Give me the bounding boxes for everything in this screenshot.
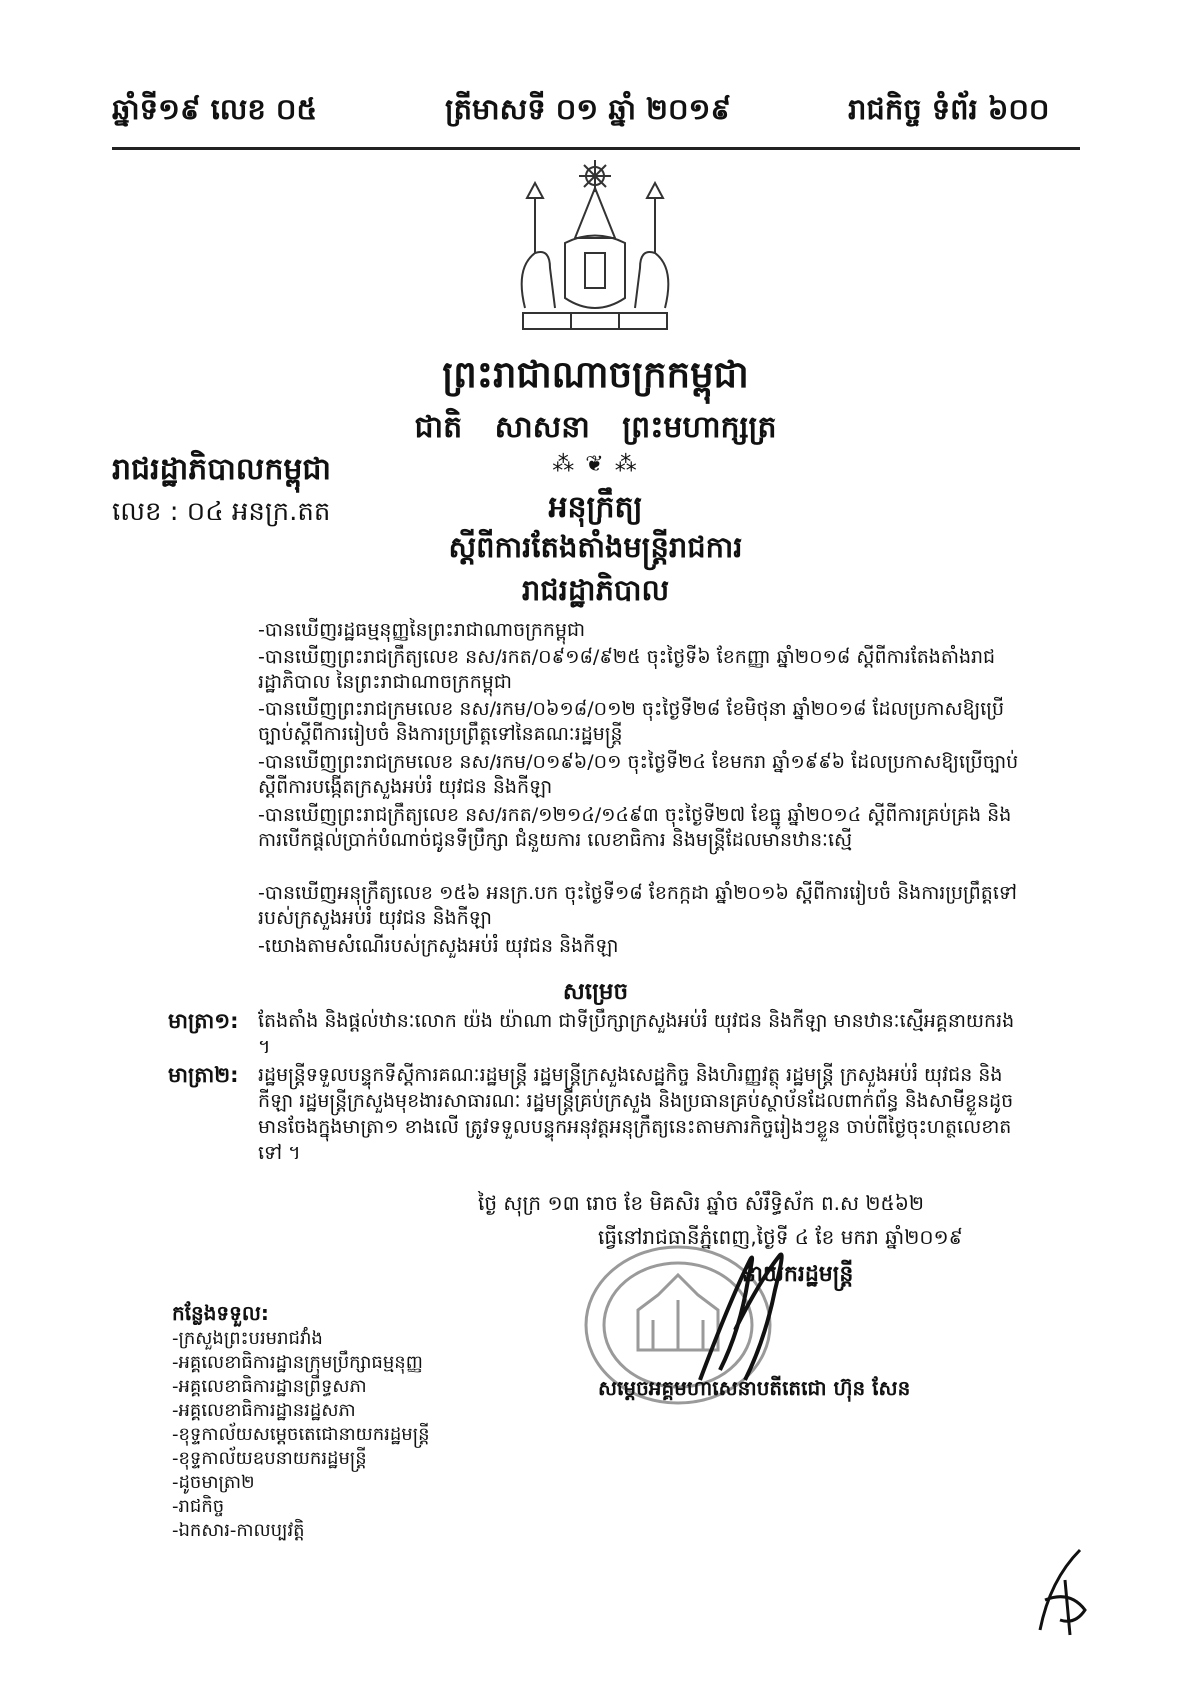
header-rule — [112, 147, 1080, 150]
preamble-item: -បានឃើញព្រះរាជក្រមលេខ នស/រកម/០១៩៦/០១ ចុះថ្ងៃទី២៤ ខែមករា ឆ្នាំ១៩៩៦ ដែលប្រកាសឱ្យប្រើច្បាប់ស្តីពីការបង្កើតក្រសួងអប់រំ យុវជន និងកីឡា — [258, 751, 1019, 798]
motto-king: ព្រះមហាក្សត្រ — [622, 410, 777, 445]
place-and-date: ធ្វើនៅរាជធានីភ្នំពេញ,ថ្ងៃទី ៤ ខែ មករា ឆ្នាំ២០១៩ — [598, 1225, 963, 1249]
recipient-item: -ក្រសួងព្រះបរមរាជវាំង — [172, 1328, 323, 1349]
article-1-text: តែងតាំង និងផ្តល់ឋានៈលោក យ៉ង យ៉ាណា ជាទីប្រឹក្សាក្រសួងអប់រំ យុវជន និងកីឡា មានឋានៈស្មើអគ្គនាយករង ។ — [258, 1010, 1015, 1058]
recipients-heading: កន្លែងទទួល: — [172, 1301, 269, 1325]
lunar-date: ថ្ងៃ សុក្រ ១៣ រោច ខែ មិគសិរ ឆ្នាំច សំរឹទ្ធិស័ក ព.ស ២៥៦២ — [478, 1191, 924, 1215]
preamble-item: -បានឃើញព្រះរាជក្រឹត្យលេខ នស/រកត/០៩១៨/៩២៥ ចុះថ្ងៃទី៦ ខែកញ្ញា ឆ្នាំ២០១៨ ស្តីពីការតែងតាំងរាជរដ្ឋាភិបាល នៃព្រះរាជាណាចក្រកម្ពុជា — [258, 646, 996, 693]
recipient-item: -ដូចមាត្រា២ — [172, 1472, 255, 1493]
article-2-text: រដ្ឋមន្ត្រីទទួលបន្ទុកទីស្តីការគណៈរដ្ឋមន្ត្រី រដ្ឋមន្ត្រីក្រសួងសេដ្ឋកិច្ច និងហិរញ្ញវត្ថុ រដ្ឋមន្ត្រី ក្រសួងអប់រំ យុវជន និងកីឡា រដ្ឋមន្ត្រីក្រសួងមុខងារសាធារណៈ រដ្ឋមន្ត្រីគ្រប់ក្រសួង និងប្រធានគ្រប់ស្ថាប័នដែលពាក់ព័ន្ធ និងសាមីខ្លួនដូចមានចែងក្នុងមាត្រា១ ខាងលើ ត្រូវទទួលបន្ទុកអនុវត្តអនុក្រឹត្យនេះតាមភារកិច្ចរៀងៗខ្លួន ចាប់ពីថ្ងៃចុះហត្ថលេខាតទៅ ។ — [258, 1064, 1014, 1164]
document-authority: រាជរដ្ឋាភិបាល — [521, 573, 670, 607]
preamble-item: -បានឃើញអនុក្រឹត្យលេខ ១៥៦ អនក្រ.បក ចុះថ្ងៃទី១៨ ខែកក្កដា ឆ្នាំ២០១៦ ស្តីពីការរៀបចំ និងការប្រព្រឹត្តទៅរបស់ក្រសួងអប់រំ យុវជន និងកីឡា — [258, 882, 1017, 929]
royal-coat-of-arms-icon — [505, 158, 685, 338]
ornament-divider: ⁂ ❦ ⁂ — [552, 452, 639, 477]
preamble-item: -បានឃើញព្រះរាជក្រឹត្យលេខ នស/រកត/១២១៤/១៤៩៣ ចុះថ្ងៃទី២៧ ខែធ្នូ ឆ្នាំ២០១៤ ស្តីពីការគ្រប់គ្រង និងការបើកផ្តល់ប្រាក់បំណាច់ជូនទីប្រឹក្សា ជំនួយការ លេខាធិការ និងមន្ត្រីដែលមានឋានៈស្មើ — [258, 804, 1012, 851]
motto-nation: ជាតិ — [414, 410, 463, 445]
motto-religion: សាសនា — [494, 410, 590, 445]
gazette-page: រាជកិច្ច ទំព័រ ៦០០ — [848, 92, 1050, 126]
signer-name: សម្តេចអគ្គមហាសេនាបតីតេជោ ហ៊ុន សែន — [598, 1376, 911, 1400]
preamble-item: -បានឃើញព្រះរាជក្រមលេខ នស/រកម/០៦១៨/០១២ ចុះថ្ងៃទី២៨ ខែមិថុនា ឆ្នាំ២០១៨ ដែលប្រកាសឱ្យប្រើច្បាប់ស្តីពីការរៀបចំ និងការប្រព្រឹត្តទៅនៃគណៈរដ្ឋមន្ត្រី — [258, 698, 1005, 745]
recipient-item: -រាជកិច្ច — [172, 1496, 225, 1517]
gazette-year-number: ឆ្នាំទី១៩ លេខ ០៥ — [112, 92, 317, 126]
document-number: លេខ : ០៤ អនក្រ.តត — [112, 497, 331, 527]
margin-initials-icon — [1030, 1540, 1100, 1640]
issuing-government: រាជរដ្ឋាភិបាលកម្ពុជា — [112, 452, 331, 487]
recipient-item: -អគ្គលេខាធិការដ្ឋានក្រុមប្រឹក្សាធម្មនុញ្ញ — [172, 1352, 423, 1373]
decision-heading: សម្រេច — [562, 979, 629, 1005]
article-1-label: មាត្រា១: — [168, 1009, 239, 1033]
recipient-item: -ឯកសារ-កាលប្បវត្តិ — [172, 1520, 305, 1541]
preamble-item: -យោងតាមសំណើរបស់ក្រសួងអប់រំ យុវជន និងកីឡា — [258, 935, 619, 957]
recipient-item: -អគ្គលេខាធិការដ្ឋានព្រឹទ្ធសភា — [172, 1376, 367, 1397]
recipient-item: -អគ្គលេខាធិការដ្ឋានរដ្ឋសភា — [172, 1400, 356, 1421]
preamble-item: -បានឃើញរដ្ឋធម្មនុញ្ញនៃព្រះរាជាណាចក្រកម្ពុជា — [258, 619, 586, 641]
national-motto — [0, 408, 1191, 452]
article-2-label: មាត្រា២: — [168, 1063, 239, 1087]
gazette-quarter: ត្រីមាសទី ០១ ឆ្នាំ ២០១៩ — [445, 92, 732, 126]
document-type: អនុក្រឹត្យ — [548, 490, 643, 525]
document-subject: ស្តីពីការតែងតាំងមន្ត្រីរាជការ — [448, 530, 743, 564]
pm-title: នាយករដ្ឋមន្ត្រី — [742, 1262, 854, 1287]
recipient-item: -ខុទ្ទកាល័យឧបនាយករដ្ឋមន្ត្រី — [172, 1448, 367, 1469]
recipient-item: -ខុទ្ទកាល័យសម្តេចតេជោនាយករដ្ឋមន្ត្រី — [172, 1424, 430, 1445]
kingdom-title: ព្រះរាជាណាចក្រកម្ពុជា — [442, 353, 749, 396]
